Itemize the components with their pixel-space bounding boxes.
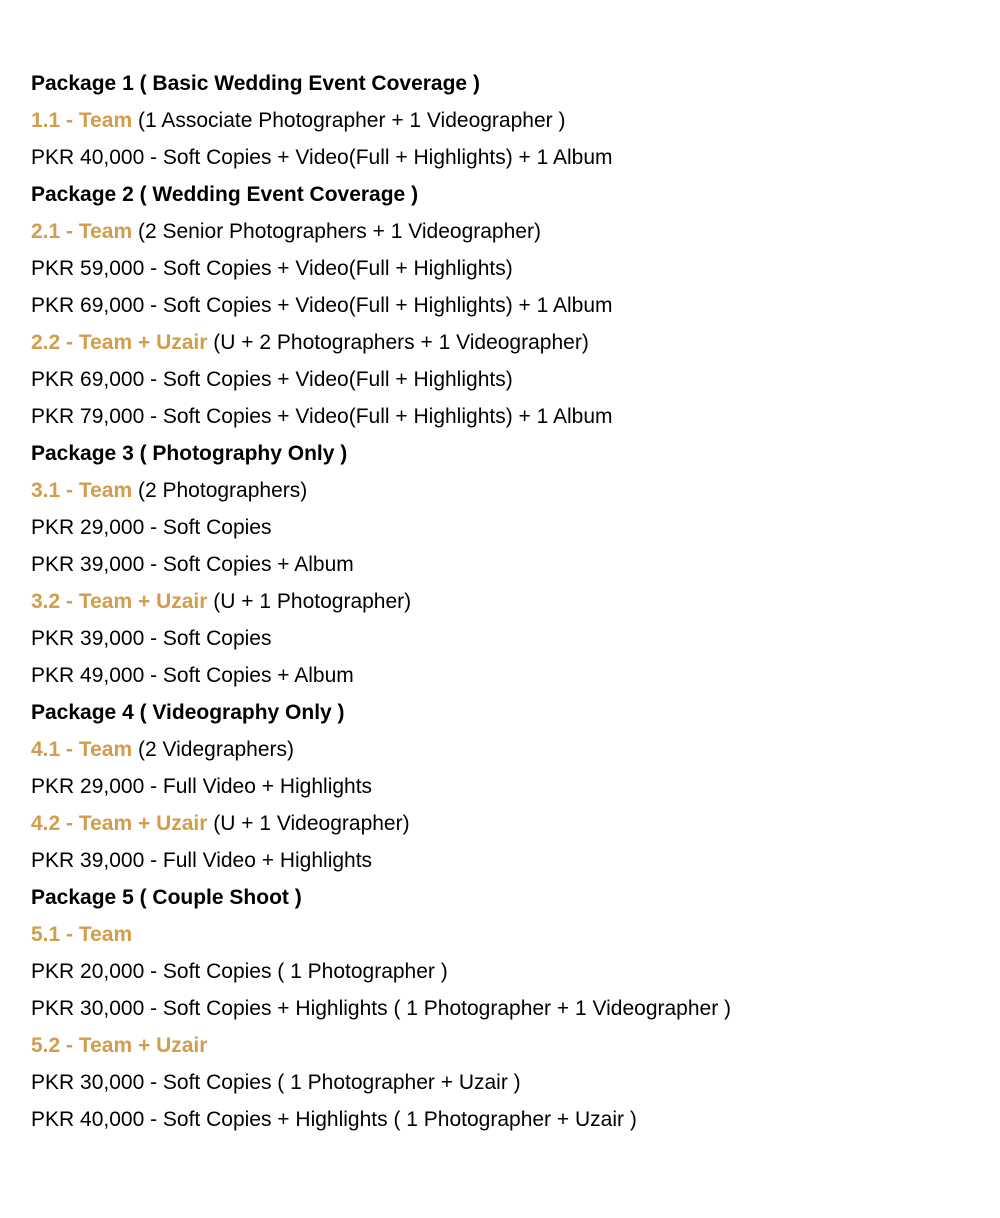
price-line: PKR 29,000 - Soft Copies [31,516,272,539]
price-line: PKR 39,000 - Soft Copies [31,627,272,650]
package-title: Package 1 ( Basic Wedding Event Coverage ) [31,72,480,95]
tier-header [31,472,971,509]
tier-label: 5.2 - Team + Uzair [31,1034,208,1057]
package-title: Package 4 ( Videography Only ) [31,701,345,724]
price-line: PKR 40,000 - Soft Copies + Highlights ( 1 Photographer + Uzair ) [31,1108,637,1131]
tier-label: 4.2 - Team + Uzair [31,812,208,835]
tier-detail: (U + 2 Photographers + 1 Videographer) [207,331,589,354]
package-title: Package 2 ( Wedding Event Coverage ) [31,183,419,206]
price-line: PKR 59,000 - Soft Copies + Video(Full + Highlights) [31,257,513,280]
tier-detail: (1 Associate Photographer + 1 Videographer ) [132,109,566,132]
tier-detail: (2 Videgraphers) [132,738,295,761]
tier-header [31,916,971,953]
tier-header [31,324,971,361]
tier-label: 2.2 - Team + Uzair [31,331,208,354]
package-title: Package 3 ( Photography Only ) [31,442,348,465]
package-title: Package 5 ( Couple Shoot ) [31,886,302,909]
tier-label: 4.1 - Team [31,738,133,761]
tier-label: 1.1 - Team [31,109,133,132]
price-line: PKR 39,000 - Soft Copies + Album [31,553,354,576]
price-line: PKR 20,000 - Soft Copies ( 1 Photographer ) [31,960,448,983]
tier-label: 3.2 - Team + Uzair [31,590,208,613]
tier-header [31,102,971,139]
pricing-document [31,65,971,1138]
price-line: PKR 30,000 - Soft Copies + Highlights ( 1 Photographer + 1 Videographer ) [31,997,732,1020]
price-line: PKR 49,000 - Soft Copies + Album [31,664,354,687]
price-line: PKR 30,000 - Soft Copies ( 1 Photographer + Uzair ) [31,1071,521,1094]
tier-label: 5.1 - Team [31,923,133,946]
tier-detail: (2 Photographers) [132,479,308,502]
tier-header [31,1027,971,1064]
tier-header [31,213,971,250]
price-line: PKR 40,000 - Soft Copies + Video(Full + Highlights) + 1 Album [31,146,613,169]
tier-header [31,731,971,768]
tier-label: 2.1 - Team [31,220,133,243]
price-line: PKR 39,000 - Full Video + Highlights [31,849,373,872]
tier-label: 3.1 - Team [31,479,133,502]
tier-header [31,583,971,620]
tier-detail: (2 Senior Photographers + 1 Videographer) [132,220,541,243]
price-line: PKR 79,000 - Soft Copies + Video(Full + Highlights) + 1 Album [31,405,613,428]
tier-detail: (U + 1 Videographer) [207,812,410,835]
tier-header [31,805,971,842]
price-line: PKR 69,000 - Soft Copies + Video(Full + Highlights) [31,368,513,391]
price-line: PKR 29,000 - Full Video + Highlights [31,775,373,798]
tier-detail: (U + 1 Photographer) [207,590,412,613]
price-line: PKR 69,000 - Soft Copies + Video(Full + Highlights) + 1 Album [31,294,613,317]
